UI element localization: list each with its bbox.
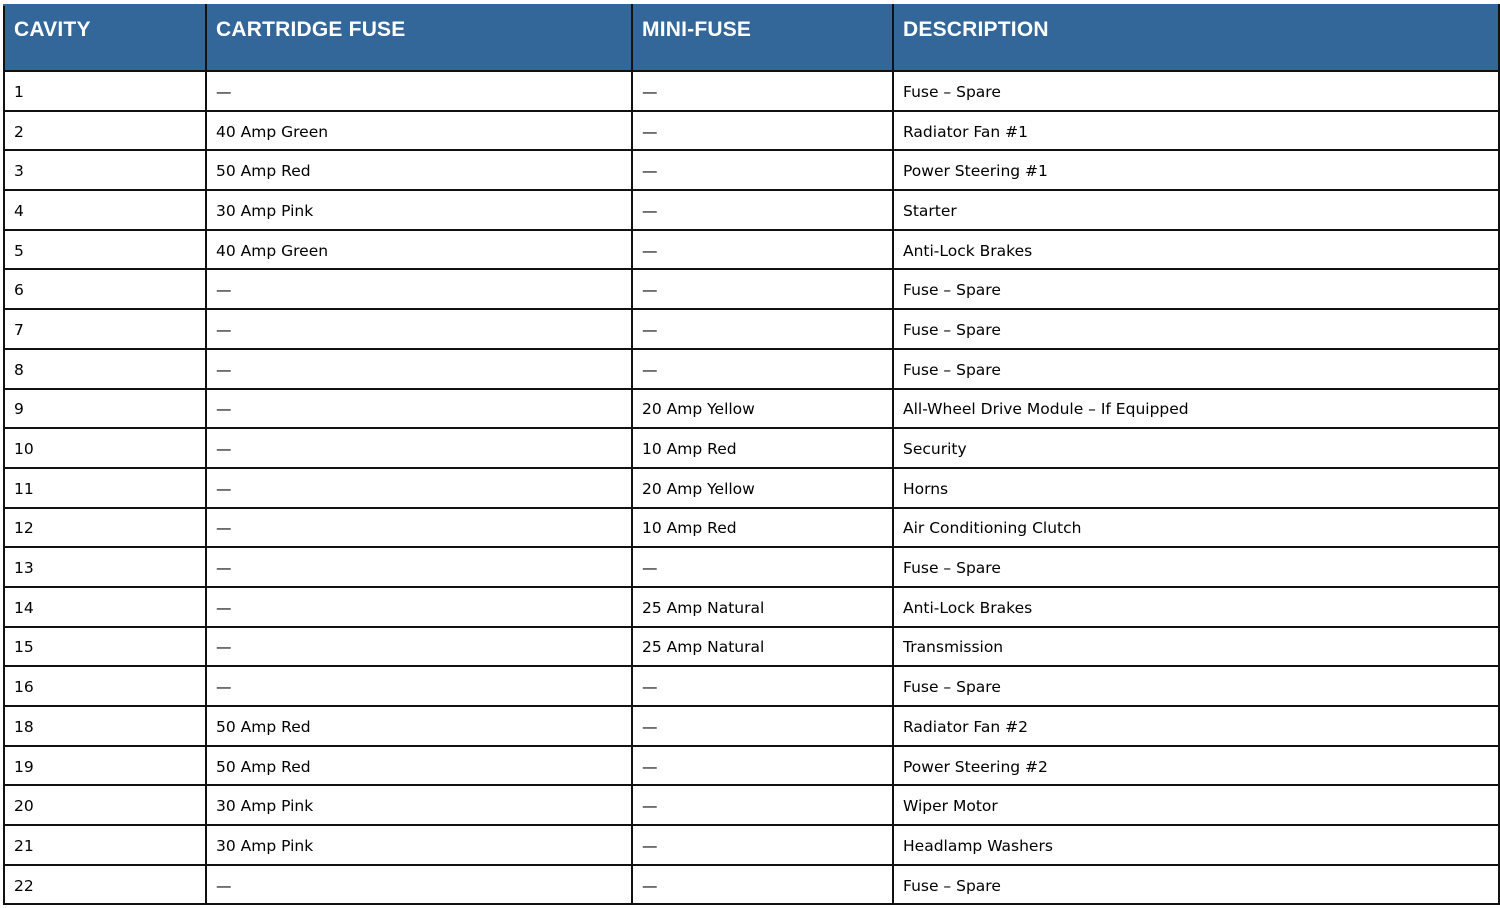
cell-description: Horns — [893, 468, 1499, 508]
cell-description: Anti-Lock Brakes — [893, 587, 1499, 627]
header-mini-fuse: MINI-FUSE — [632, 5, 893, 71]
cell-cartridge-fuse: — — [206, 389, 632, 429]
table-row — [4, 349, 1499, 389]
cell-cavity: 9 — [4, 389, 206, 429]
cell-cartridge-fuse: — — [206, 587, 632, 627]
cell-cartridge-fuse: 50 Amp Red — [206, 746, 632, 786]
cell-cavity: 15 — [4, 627, 206, 667]
cell-mini-fuse: — — [632, 825, 893, 865]
cell-cavity: 20 — [4, 785, 206, 825]
table-row — [4, 71, 1499, 111]
table-row — [4, 785, 1499, 825]
cell-description: Anti-Lock Brakes — [893, 230, 1499, 270]
cell-mini-fuse: 20 Amp Yellow — [632, 468, 893, 508]
cell-cavity: 12 — [4, 508, 206, 548]
table-row — [4, 150, 1499, 190]
cell-description: Fuse – Spare — [893, 666, 1499, 706]
cell-mini-fuse: — — [632, 547, 893, 587]
header-row — [4, 5, 1499, 71]
cell-cavity: 18 — [4, 706, 206, 746]
cell-mini-fuse: — — [632, 111, 893, 151]
cell-mini-fuse: — — [632, 746, 893, 786]
cell-description: Starter — [893, 190, 1499, 230]
cell-cavity: 13 — [4, 547, 206, 587]
table-row — [4, 230, 1499, 270]
table-row — [4, 547, 1499, 587]
cell-description: Radiator Fan #1 — [893, 111, 1499, 151]
cell-mini-fuse: — — [632, 309, 893, 349]
cell-cavity: 3 — [4, 150, 206, 190]
cell-cartridge-fuse: 30 Amp Pink — [206, 190, 632, 230]
cell-mini-fuse: 20 Amp Yellow — [632, 389, 893, 429]
cell-cartridge-fuse: 30 Amp Pink — [206, 825, 632, 865]
cell-cartridge-fuse: — — [206, 428, 632, 468]
table-row — [4, 706, 1499, 746]
cell-description: Fuse – Spare — [893, 71, 1499, 111]
table-row — [4, 190, 1499, 230]
cell-mini-fuse: — — [632, 349, 893, 389]
cell-cavity: 14 — [4, 587, 206, 627]
header-description: DESCRIPTION — [893, 5, 1499, 71]
table-body — [4, 71, 1499, 904]
table-row — [4, 587, 1499, 627]
cell-cavity: 21 — [4, 825, 206, 865]
cell-cartridge-fuse: 50 Amp Red — [206, 706, 632, 746]
cell-cartridge-fuse: — — [206, 627, 632, 667]
cell-cavity: 10 — [4, 428, 206, 468]
cell-cartridge-fuse: 40 Amp Green — [206, 230, 632, 270]
cell-description: Power Steering #2 — [893, 746, 1499, 786]
cell-description: Security — [893, 428, 1499, 468]
cell-cartridge-fuse: 50 Amp Red — [206, 150, 632, 190]
cell-mini-fuse: — — [632, 785, 893, 825]
cell-cavity: 2 — [4, 111, 206, 151]
cell-cavity: 1 — [4, 71, 206, 111]
table-row — [4, 825, 1499, 865]
cell-cartridge-fuse: — — [206, 309, 632, 349]
table-row — [4, 468, 1499, 508]
cell-mini-fuse: — — [632, 190, 893, 230]
table-row — [4, 627, 1499, 667]
cell-mini-fuse: 10 Amp Red — [632, 428, 893, 468]
cell-description: Fuse – Spare — [893, 547, 1499, 587]
cell-mini-fuse: — — [632, 150, 893, 190]
cell-cavity: 16 — [4, 666, 206, 706]
cell-description: Headlamp Washers — [893, 825, 1499, 865]
table-row — [4, 746, 1499, 786]
table-row — [4, 389, 1499, 429]
table-row — [4, 111, 1499, 151]
cell-description: Air Conditioning Clutch — [893, 508, 1499, 548]
cell-description: Fuse – Spare — [893, 349, 1499, 389]
cell-cavity: 7 — [4, 309, 206, 349]
header-cartridge-fuse: CARTRIDGE FUSE — [206, 5, 632, 71]
table-row — [4, 508, 1499, 548]
cell-description: Transmission — [893, 627, 1499, 667]
cell-mini-fuse: — — [632, 230, 893, 270]
cell-mini-fuse: — — [632, 71, 893, 111]
cell-cavity: 19 — [4, 746, 206, 786]
cell-description: All-Wheel Drive Module – If Equipped — [893, 389, 1499, 429]
table-row — [4, 269, 1499, 309]
cell-mini-fuse: — — [632, 666, 893, 706]
cell-cartridge-fuse: — — [206, 666, 632, 706]
cell-cartridge-fuse: — — [206, 349, 632, 389]
cell-cartridge-fuse: 40 Amp Green — [206, 111, 632, 151]
header-cavity: CAVITY — [4, 5, 206, 71]
cell-mini-fuse: — — [632, 269, 893, 309]
cell-cartridge-fuse: — — [206, 547, 632, 587]
cell-cartridge-fuse: — — [206, 269, 632, 309]
cell-mini-fuse: — — [632, 865, 893, 905]
cell-mini-fuse: 25 Amp Natural — [632, 627, 893, 667]
table-row — [4, 428, 1499, 468]
cell-cavity: 11 — [4, 468, 206, 508]
table-row — [4, 309, 1499, 349]
fuse-table — [3, 4, 1500, 905]
cell-mini-fuse: 25 Amp Natural — [632, 587, 893, 627]
cell-description: Power Steering #1 — [893, 150, 1499, 190]
cell-description: Radiator Fan #2 — [893, 706, 1499, 746]
cell-description: Wiper Motor — [893, 785, 1499, 825]
table-row — [4, 865, 1499, 905]
cell-cartridge-fuse: — — [206, 71, 632, 111]
cell-cartridge-fuse: — — [206, 865, 632, 905]
cell-description: Fuse – Spare — [893, 309, 1499, 349]
cell-mini-fuse: — — [632, 706, 893, 746]
cell-cavity: 6 — [4, 269, 206, 309]
cell-cavity: 4 — [4, 190, 206, 230]
table-row — [4, 666, 1499, 706]
cell-cartridge-fuse: — — [206, 508, 632, 548]
cell-description: Fuse – Spare — [893, 269, 1499, 309]
cell-cartridge-fuse: 30 Amp Pink — [206, 785, 632, 825]
cell-description: Fuse – Spare — [893, 865, 1499, 905]
cell-cartridge-fuse: — — [206, 468, 632, 508]
cell-cavity: 8 — [4, 349, 206, 389]
cell-mini-fuse: 10 Amp Red — [632, 508, 893, 548]
cell-cavity: 5 — [4, 230, 206, 270]
cell-cavity: 22 — [4, 865, 206, 905]
